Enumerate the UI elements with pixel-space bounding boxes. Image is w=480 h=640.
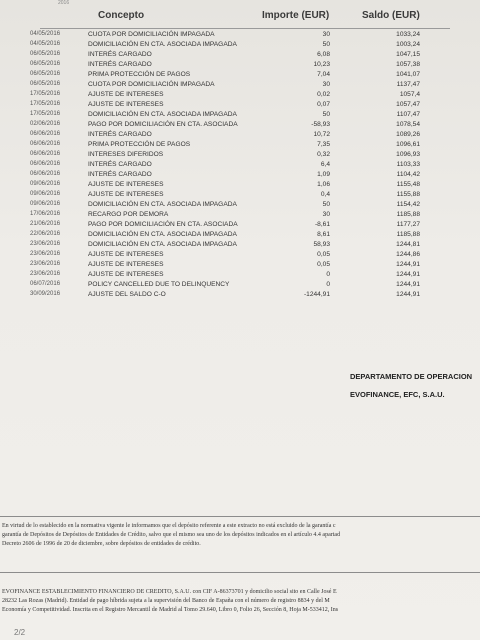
row-importe: 0 [326,281,330,288]
row-concept: AJUSTE DE INTERESES [88,191,164,198]
row-date: 17/05/2016 [30,91,61,97]
table-row [0,211,480,221]
row-date: 09/06/2016 [30,191,61,197]
row-saldo: 1057,4 [399,91,420,98]
table-row [0,201,480,211]
row-importe: 0,4 [320,191,330,198]
row-saldo: 1155,48 [396,181,420,188]
table-row [0,81,480,91]
row-saldo: 1057,47 [396,101,420,108]
row-date: 17/06/2016 [30,211,61,217]
row-date: 23/06/2016 [30,241,61,247]
table-row [0,271,480,281]
row-importe: 50 [322,41,330,48]
row-concept: DOMICILIACIÓN EN CTA. ASOCIADA IMPAGADA [88,241,237,248]
row-concept: DOMICILIACIÓN EN CTA. ASOCIADA IMPAGADA [88,111,237,118]
row-saldo: 1103,33 [396,161,420,168]
row-importe: 0,07 [317,101,330,108]
row-saldo: 1244,91 [396,261,420,268]
row-importe: 0,05 [317,251,330,258]
row-importe: 6,08 [317,51,330,58]
row-concept: AJUSTE DE INTERESES [88,261,164,268]
table-row [0,41,480,51]
row-concept: PAGO POR DOMICILIACIÓN EN CTA. ASOCIADA [88,121,238,128]
row-date: 06/05/2016 [30,61,61,67]
row-date: 06/06/2016 [30,131,61,137]
row-importe: 0,05 [317,261,330,268]
company-name: EVOFINANCE, EFC, S.A.U. [350,390,445,399]
row-concept: AJUSTE DE INTERESES [88,251,164,258]
legal-notice [2,522,480,549]
row-concept: PRIMA PROTECCIÓN DE PAGOS [88,71,191,78]
row-concept: CUOTA POR DOMICILIACIÓN IMPAGADA [88,31,215,38]
row-saldo: 1177,27 [396,221,420,228]
row-date: 23/06/2016 [30,251,61,257]
row-saldo: 1003,24 [396,41,420,48]
table-row [0,261,480,271]
row-saldo: 1185,88 [396,231,420,238]
table-row [0,221,480,231]
row-importe: 30 [322,211,330,218]
table-row [0,31,480,41]
row-importe: -1244,91 [303,291,330,298]
row-date: 09/06/2016 [30,201,61,207]
footer-line: EVOFINANCE ESTABLECIMIENTO FINANCIERO DE CREDITO, S.A.U. con CIF A-86373701 y domicilio social sito en Calle José E [2,589,337,595]
footer-line: Economía y Competitividad. Inscrita en el Registro Mercantil de Madrid al Tomo 29.640, Libro 0, Folio 26, Sección 8, Hoja M-533412, Ins [2,607,339,613]
row-saldo: 1089,26 [396,131,420,138]
row-date: 04/05/2016 [30,41,61,47]
row-importe: 1,06 [317,181,330,188]
department-name: DEPARTAMENTO DE OPERACION [350,372,473,381]
row-concept: AJUSTE DEL SALDO C-O [88,291,166,298]
row-saldo: 1057,38 [396,61,420,68]
legal-line: Decreto 2606 de 1996 de 20 de diciembre, sobre depósitos de entidades de crédito. [2,541,201,547]
row-date: 09/06/2016 [30,181,61,187]
table-row [0,111,480,121]
row-concept: POLICY CANCELLED DUE TO DELINQUENCY [88,281,230,288]
row-importe: 50 [322,111,330,118]
row-date: 06/05/2016 [30,71,61,77]
row-concept: RECARGO POR DEMORA [88,211,169,218]
row-date: 06/06/2016 [30,171,61,177]
row-date: 06/06/2016 [30,141,61,147]
header-concepto: Concepto [98,10,145,21]
row-importe: 7,04 [317,71,330,78]
row-saldo: 1078,54 [396,121,420,128]
company-footer [2,588,480,615]
row-importe: 30 [322,31,330,38]
row-date: 06/05/2016 [30,51,61,57]
table-row [0,241,480,251]
row-saldo: 1033,24 [396,31,420,38]
row-concept: AJUSTE DE INTERESES [88,271,164,278]
row-concept: DOMICILIACIÓN EN CTA. ASOCIADA IMPAGADA [88,231,237,238]
table-row [0,171,480,181]
row-date: 21/06/2016 [30,221,61,227]
row-saldo: 1185,88 [396,211,420,218]
row-concept: INTERÉS CARGADO [88,161,152,168]
table-row [0,121,480,131]
row-date: 02/06/2016 [30,121,61,127]
table-row [0,181,480,191]
table-row [0,291,480,301]
table-row [0,161,480,171]
row-importe: 50 [322,201,330,208]
row-date: 06/05/2016 [30,81,61,87]
row-importe: 0,32 [317,151,330,158]
row-concept: AJUSTE DE INTERESES [88,91,164,98]
table-row [0,101,480,111]
row-importe: 1,09 [317,171,330,178]
footer-line: 28232 Las Rozas (Madrid). Entidad de pago híbrida sujeta a la supervisión del Banco de España con el número de registro 8834 y del M [2,598,330,604]
legal-divider [0,516,480,517]
row-saldo: 1244,91 [396,281,420,288]
table-row [0,141,480,151]
row-concept: INTERÉS CARGADO [88,61,152,68]
row-importe: 10,72 [313,131,330,138]
row-saldo: 1041,07 [396,71,420,78]
row-importe: 7,35 [317,141,330,148]
row-importe: 6,4 [320,161,330,168]
row-date: 23/06/2016 [30,271,61,277]
row-importe: 8,61 [317,231,330,238]
row-concept: DOMICILIACIÓN EN CTA. ASOCIADA IMPAGADA [88,41,237,48]
row-saldo: 1244,86 [396,251,420,258]
header-divider [40,28,450,29]
row-concept: PAGO POR DOMICILIACIÓN EN CTA. ASOCIADA [88,221,238,228]
row-concept: CUOTA POR DOMICILIACIÓN IMPAGADA [88,81,215,88]
row-importe: 58,93 [313,241,330,248]
table-row [0,281,480,291]
row-concept: INTERÉS CARGADO [88,51,152,58]
row-date: 23/06/2016 [30,261,61,267]
row-concept: AJUSTE DE INTERESES [88,101,164,108]
row-importe: 30 [322,81,330,88]
table-row [0,251,480,261]
scratch-mark: 2016 [58,0,70,6]
row-importe: 0 [326,271,330,278]
row-importe: -8,61 [314,221,330,228]
row-concept: INTERÉS CARGADO [88,171,152,178]
row-importe: 10,23 [313,61,330,68]
legal-line: En virtud de lo establecido en la normativa vigente le informamos que el depósito referente a este extracto no está excluido de la garantía c [2,523,336,529]
row-saldo: 1244,81 [396,241,420,248]
row-saldo: 1244,91 [396,291,420,298]
row-importe: 0,02 [317,91,330,98]
row-concept: AJUSTE DE INTERESES [88,181,164,188]
row-date: 22/06/2016 [30,231,61,237]
table-row [0,151,480,161]
header-importe: Importe (EUR) [262,10,330,21]
row-saldo: 1104,42 [396,171,420,178]
row-saldo: 1096,93 [396,151,420,158]
row-saldo: 1047,15 [396,51,420,58]
row-saldo: 1096,61 [396,141,420,148]
row-concept: INTERESES DIFERIDOS [88,151,164,158]
table-row [0,131,480,141]
header-saldo: Saldo (EUR) [362,10,420,21]
table-row [0,71,480,81]
footer-divider [0,572,480,573]
table-row [0,51,480,61]
table-row [0,61,480,71]
row-date: 06/06/2016 [30,151,61,157]
row-date: 06/06/2016 [30,161,61,167]
legal-line: garantía de Depósitos de Depósitos de Entidades de Crédito, salvo que el mismo sea uno de los depósitos indicados en el artículo 4.4 apartad [2,532,341,538]
row-saldo: 1137,47 [396,81,420,88]
row-date: 06/07/2016 [30,281,61,287]
row-concept: PRIMA PROTECCIÓN DE PAGOS [88,141,191,148]
table-row [0,231,480,241]
row-date: 30/09/2016 [30,291,61,297]
table-row [0,191,480,201]
row-concept: INTERÉS CARGADO [88,131,152,138]
row-date: 17/05/2016 [30,101,61,107]
row-concept: DOMICILIACIÓN EN CTA. ASOCIADA IMPAGADA [88,201,237,208]
row-saldo: 1155,88 [396,191,420,198]
row-saldo: 1107,47 [396,111,420,118]
row-importe: -58,93 [311,121,330,128]
row-date: 17/05/2016 [30,111,61,117]
row-saldo: 1244,91 [396,271,420,278]
page-number: 2/2 [14,628,26,637]
transactions-table [0,31,480,301]
table-row [0,91,480,101]
row-date: 04/05/2016 [30,31,61,37]
row-saldo: 1154,42 [396,201,420,208]
